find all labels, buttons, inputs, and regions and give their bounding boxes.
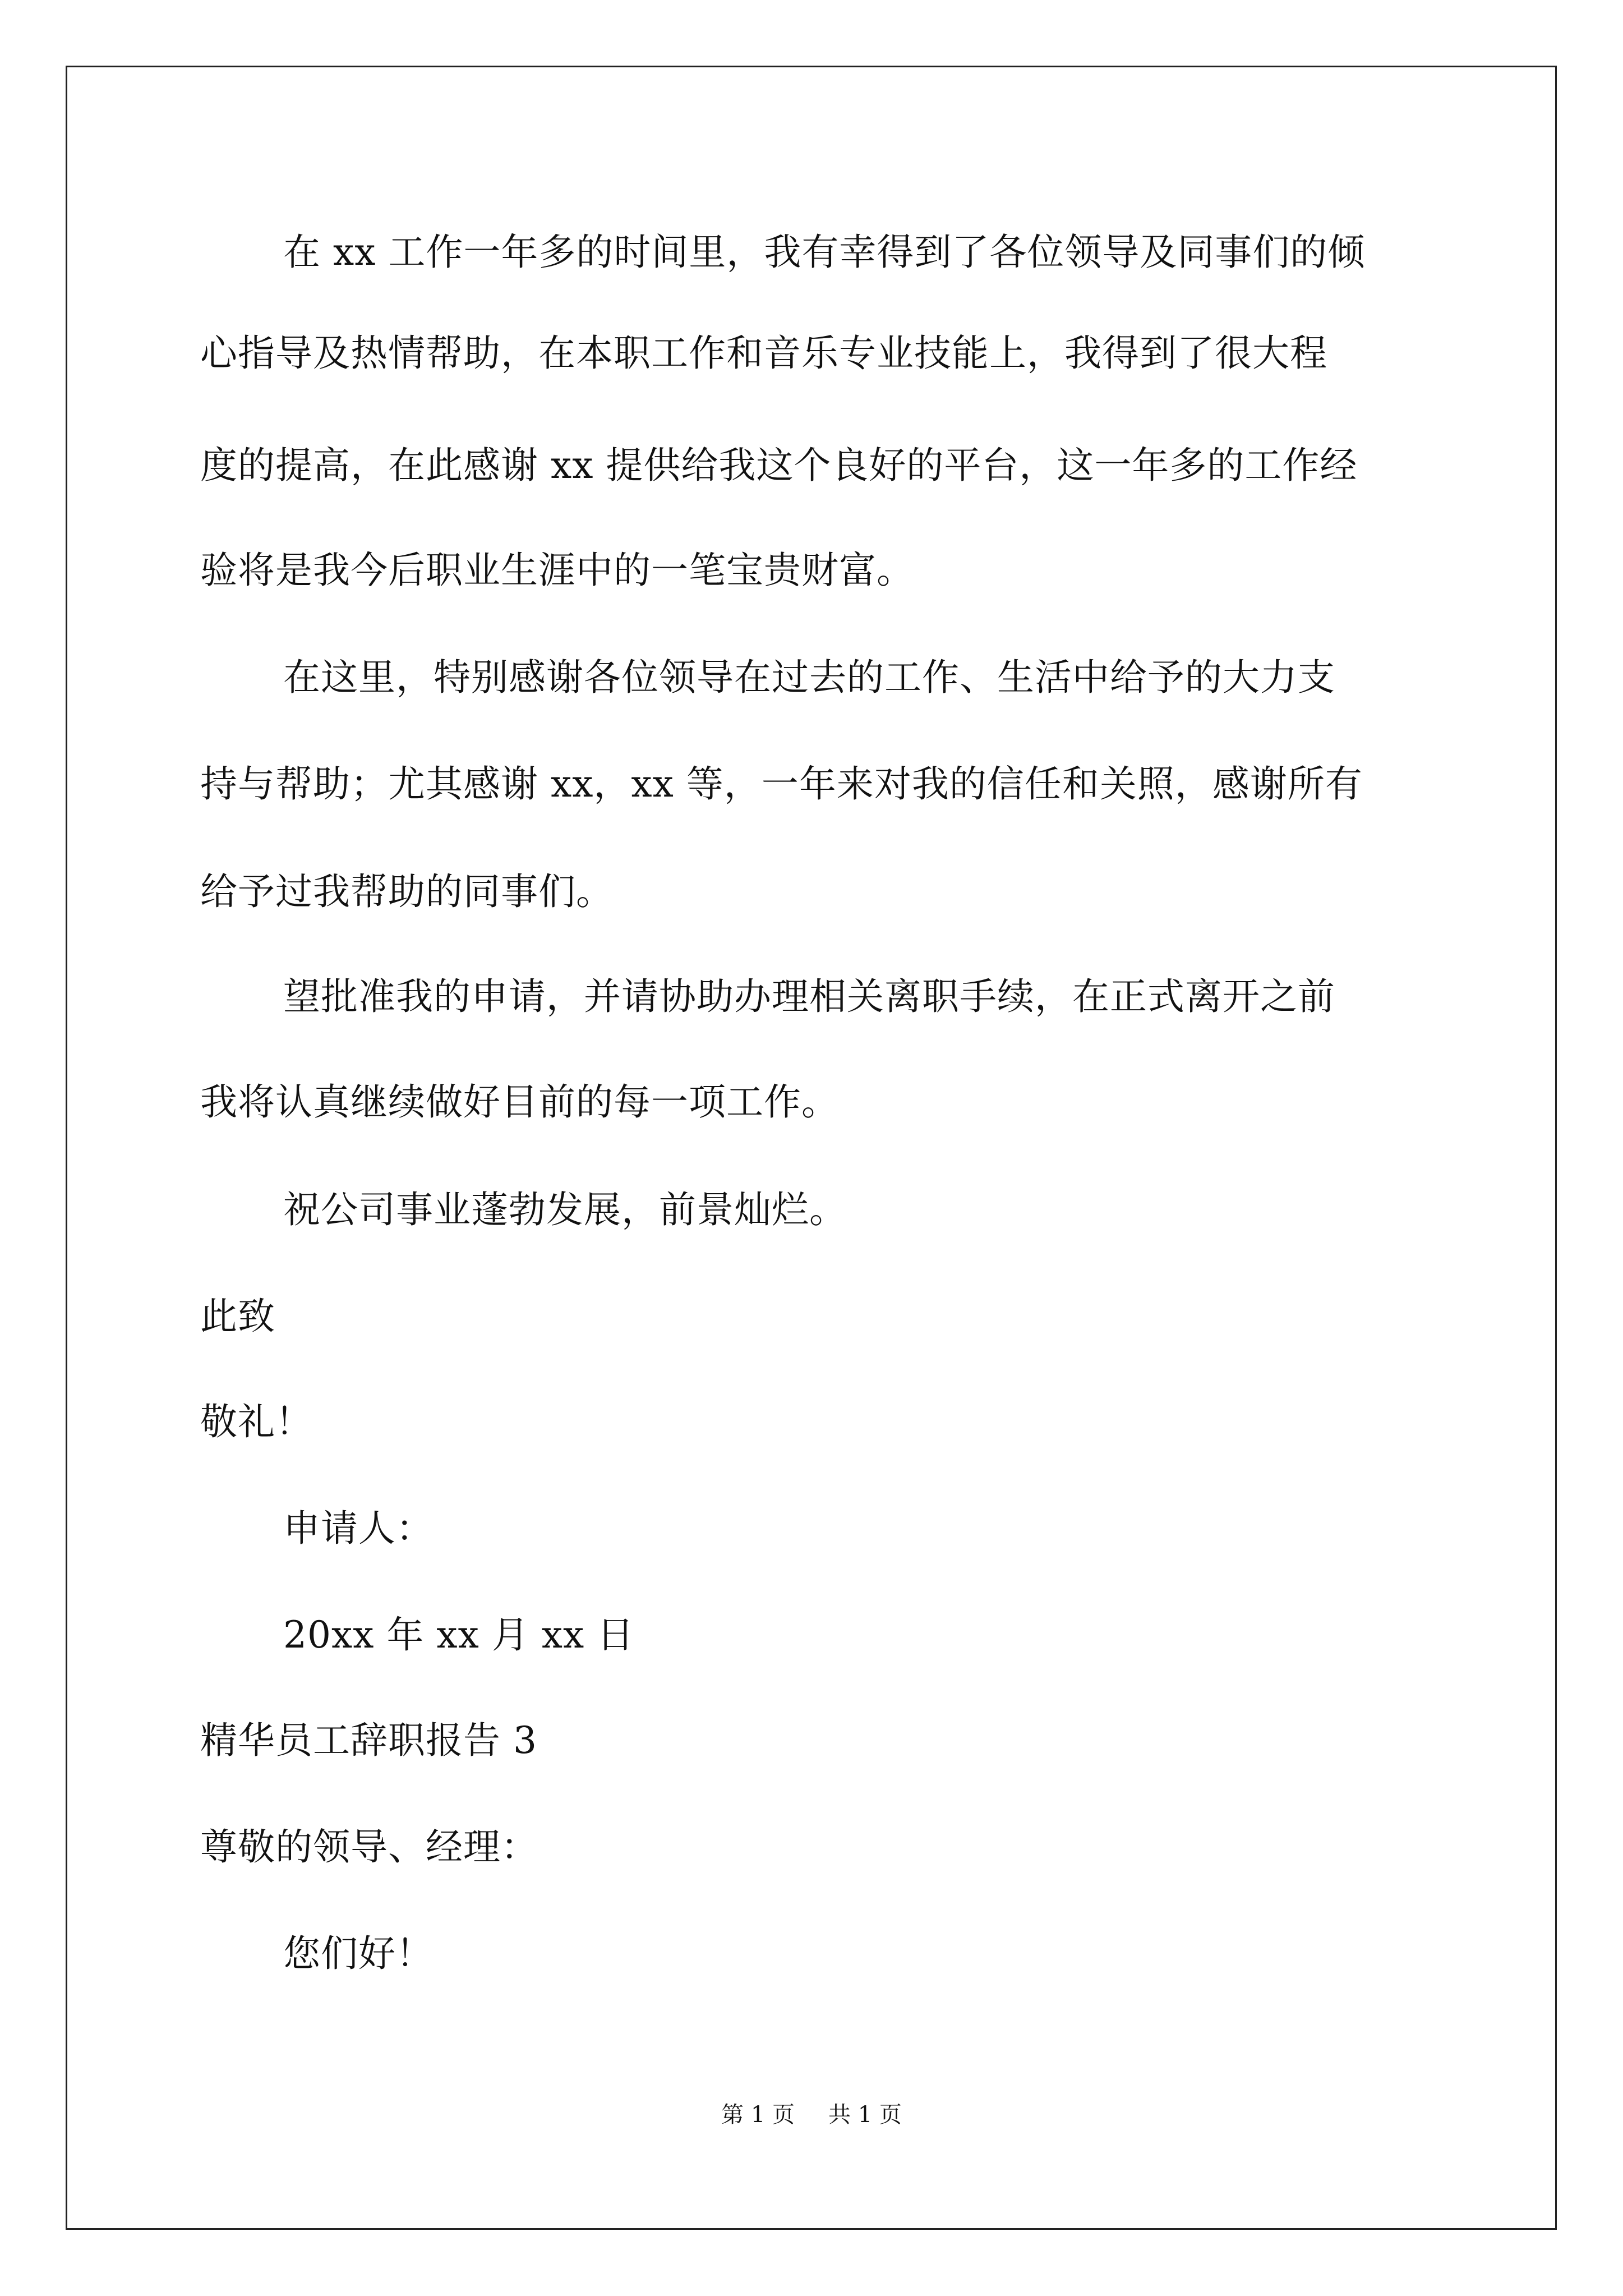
greeting-hello: 您们好！ [283,1932,434,1975]
paragraph-2-line-2: 持与帮助；尤其感谢 xx，xx 等，一年来对我的信任和关照，感谢所有 [200,762,1363,806]
paragraph-2-line-1: 在这里，特别感谢各位领导在过去的工作、生活中给予的大力支 [283,656,1335,699]
paragraph-2-line-3: 给予过我帮助的同事们。 [200,870,614,913]
page-footer [0,2101,1623,2129]
date-line: 20xx 年 xx 月 xx 日 [283,1613,635,1657]
paragraph-3-line-1: 望批准我的申请，并请协助办理相关离职手续，在正式离开之前 [283,975,1335,1018]
page-number: 第 1 页 [721,2102,795,2128]
paragraph-1-line-2: 心指导及热情帮助，在本职工作和音乐专业技能上，我得到了很大程 [200,332,1327,375]
paragraph-3-line-2: 我将认真继续做好目前的每一项工作。 [200,1080,839,1124]
paragraph-1-line-4: 验将是我今后职业生涯中的一笔宝贵财富。 [200,549,914,592]
paragraph-1-line-3: 度的提高，在此感谢 xx 提供给我这个良好的平台，这一年多的工作经 [200,444,1358,487]
applicant-label: 申请人： [283,1507,434,1550]
page-total: 共 1 页 [828,2102,902,2128]
greeting-recipient: 尊敬的领导、经理： [200,1825,538,1869]
closing-wish: 祝公司事业蓬勃发展，前景灿烂。 [283,1188,847,1231]
salutation-jingli: 敬礼！ [200,1400,313,1443]
paragraph-1-line-1: 在 xx 工作一年多的时间里，我有幸得到了各位领导及同事们的倾 [283,231,1366,274]
page-border [66,66,1557,2230]
salutation-cizhi: 此致 [200,1295,275,1338]
section-heading: 精华员工辞职报告 3 [200,1719,537,1762]
